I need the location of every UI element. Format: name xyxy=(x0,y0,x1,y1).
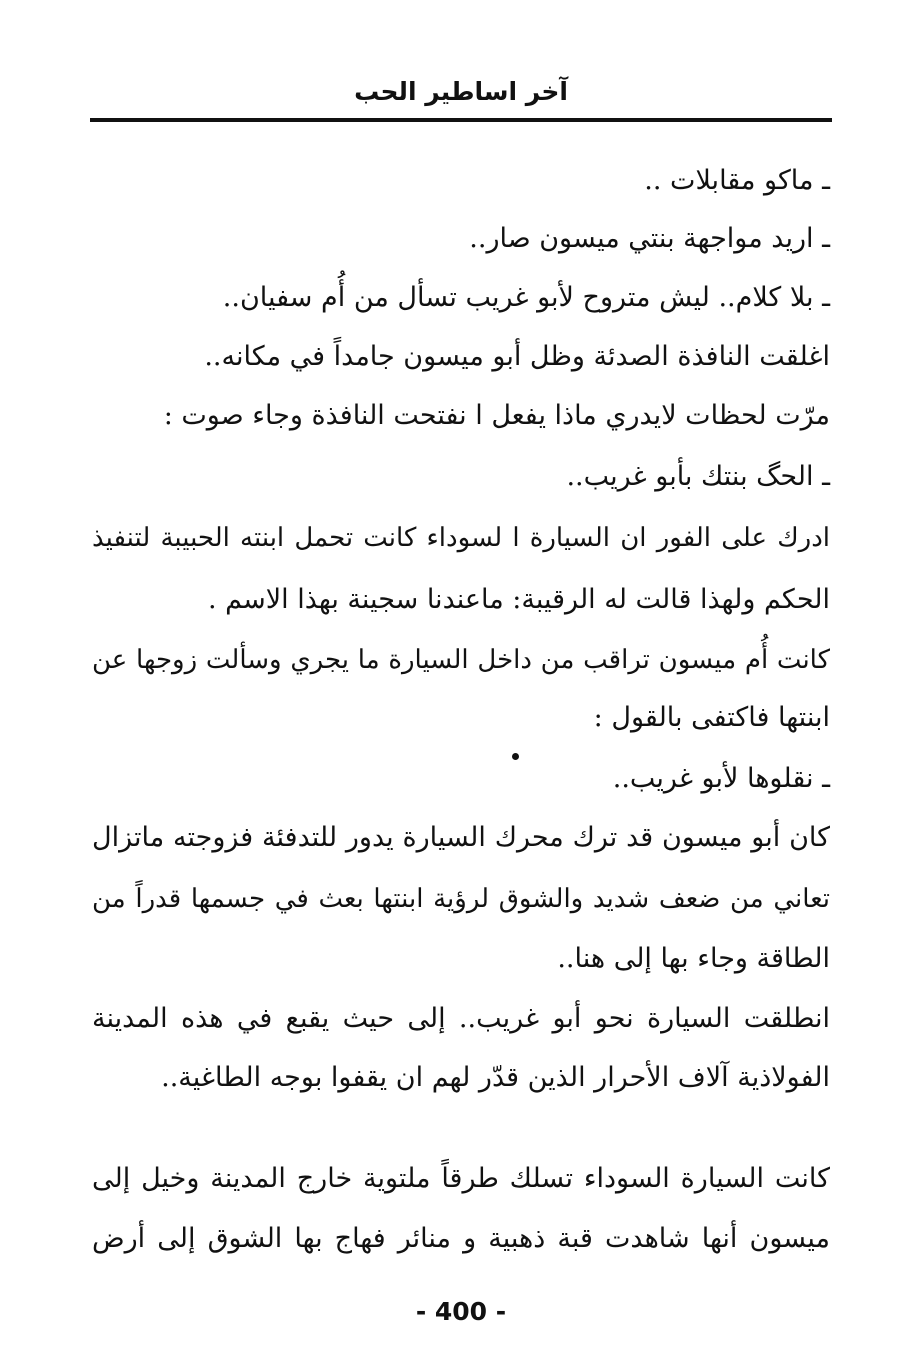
body-line: تعاني من ضعف شديد والشوق لرؤية ابنتها بعث في جسمها قدراً من xyxy=(92,884,830,914)
body-line: ابنتها فاكتفى بالقول : xyxy=(593,702,830,733)
body-line: انطلقت السيارة نحو أبو غريب.. إلى حيث يقبع في هذه المدينة xyxy=(92,1003,830,1034)
body-line: كانت أُم ميسون تراقب من داخل السيارة ما يجري وسألت زوجها عن xyxy=(92,645,830,675)
body-line: ـ الحگ بنتك بأبو غريب.. xyxy=(566,461,830,492)
body-line: ميسون أنها شاهدت قبة ذهبية و منائر فهاج بها الشوق إلى أرض xyxy=(92,1223,830,1254)
body-line: ـ نقلوها لأبو غريب.. xyxy=(612,763,830,794)
body-line: ـ بلا كلام.. ليش متروح لأبو غريب تسأل من أُم سفيان.. xyxy=(222,282,830,313)
decorative-dot xyxy=(512,753,519,760)
page-header-title: آخر اساطير الحب xyxy=(354,77,568,106)
body-line: كانت السيارة السوداء تسلك طرقاً ملتوية خارج المدينة وخيل إلى xyxy=(92,1163,830,1194)
page-number: - 400 - xyxy=(415,1297,507,1326)
body-line: ادرك على الفور ان السيارة ا لسوداء كانت تحمل ابنته الحبيبة لتنفيذ xyxy=(92,523,830,553)
body-line: مرّت لحظات لايدري ماذا يفعل ا نفتحت النافذة وجاء صوت : xyxy=(163,400,830,431)
body-line: الطاقة وجاء بها إلى هنا.. xyxy=(557,943,830,974)
body-line: ـ اريد مواجهة بنتي ميسون صار.. xyxy=(469,223,830,254)
body-line: الفولاذية آلاف الأحرار الذين قدّر لهم ان يقفوا بوجه الطاغية.. xyxy=(161,1062,830,1093)
body-line: الحكم ولهذا قالت له الرقيبة: ماعندنا سجينة بهذا الاسم . xyxy=(207,584,830,615)
body-line: ـ ماكو مقابلات .. xyxy=(644,165,830,196)
header-rule xyxy=(90,118,832,122)
body-line: اغلقت النافذة الصدئة وظل أبو ميسون جامداً في مكانه.. xyxy=(204,341,830,372)
body-line: كان أبو ميسون قد ترك محرك السيارة يدور للتدفئة فزوجته ماتزال xyxy=(92,822,830,853)
